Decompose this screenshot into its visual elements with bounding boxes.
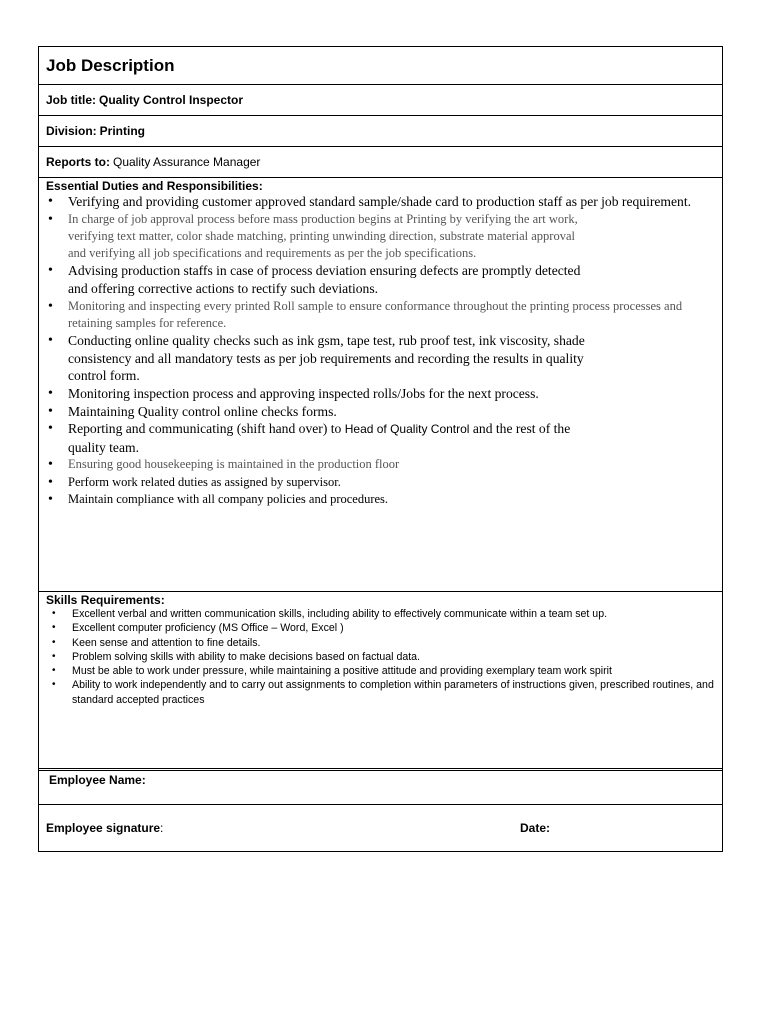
duty-item: • Advising production staffs in case of process deviation ensuring defects are promptly detected and offering corrective actions to rectify such deviations. [46, 262, 588, 297]
duty-item: • Conducting online quality checks such as ink gsm, tape test, rub proof test, ink viscosity, shade consistency and all mandatory tests as per job requirements and recording the results in quality control form. [46, 332, 588, 385]
duty-text-part: Reporting and communicating (shift hand over) to [68, 421, 345, 437]
duties-list [46, 193, 715, 508]
skill-item: • Ability to work independently and to carry out assignments to completion within parameters of instructions given, prescribed routines, and standard accepted practices [46, 678, 715, 707]
duty-item: • Perform work related duties as assigned by supervisor. [46, 474, 708, 491]
division-row [39, 116, 722, 147]
employee-signature-label [46, 821, 163, 835]
division-label: Division: [46, 124, 97, 138]
reports-to-value: Quality Assurance Manager [113, 155, 261, 169]
duty-text-part: and the rest of the quality team. [68, 421, 571, 455]
employee-name-label: Employee Name: [49, 773, 146, 787]
duties-section [39, 178, 722, 592]
skill-item: • Problem solving skills with ability to make decisions based on factual data. [46, 650, 715, 664]
duty-item: • Verifying and providing customer approved standard sample/shade card to production staff as per job requirement. [46, 193, 708, 211]
duty-item: • Ensuring good housekeeping is maintained in the production floor [46, 456, 708, 473]
document-title [39, 47, 722, 85]
duty-item: • Monitoring inspection process and approving inspected rolls/Jobs for the next process. [46, 385, 588, 403]
duty-item: • In charge of job approval process before mass production begins at Printing by verifying the art work, verifying text matter, color shade matching, printing unwinding direction, substrate material approval and verifying all job specifications and requirements as per the job specifications. [46, 211, 588, 263]
signature-colon: : [160, 821, 164, 835]
duty-text-part: Head of Quality Control [344, 422, 470, 437]
division-value: Printing [99, 124, 145, 138]
duty-item [46, 420, 588, 456]
signature-row [39, 805, 722, 851]
skill-item: • Excellent computer proficiency (MS Office – Word, Excel ) [46, 621, 715, 635]
duty-item: • Maintaining Quality control online checks forms. [46, 403, 588, 421]
job-title-row [39, 85, 722, 116]
employee-signature-text: Employee signature [46, 821, 161, 835]
document-title-text: Job Description [46, 55, 175, 75]
skills-heading: Skills Requirements: [46, 593, 165, 607]
duty-item: • Maintain compliance with all company policies and procedures. [46, 491, 708, 508]
reports-to-label: Reports to: [46, 155, 110, 169]
duty-item: • Monitoring and inspecting every printed Roll sample to ensure conformance throughout the printing process processes and retaining samples for reference. [46, 298, 708, 333]
employee-name-row [39, 771, 722, 805]
skills-section [39, 592, 722, 771]
skill-item: • Excellent verbal and written communication skills, including ability to effectively communicate within a team set up. [46, 607, 715, 621]
skill-item: • Must be able to work under pressure, while maintaining a positive attitude and providing exemplary team work spirit [46, 664, 715, 678]
skills-list [46, 607, 715, 707]
duties-heading: Essential Duties and Responsibilities: [46, 179, 263, 193]
skill-item: • Keen sense and attention to fine details. [46, 636, 715, 650]
job-description-form [38, 46, 723, 852]
job-title-value: Quality Control Inspector [99, 93, 244, 107]
date-label: Date: [520, 821, 551, 835]
job-title-label: Job title: [46, 93, 96, 107]
reports-to-row [39, 147, 722, 178]
